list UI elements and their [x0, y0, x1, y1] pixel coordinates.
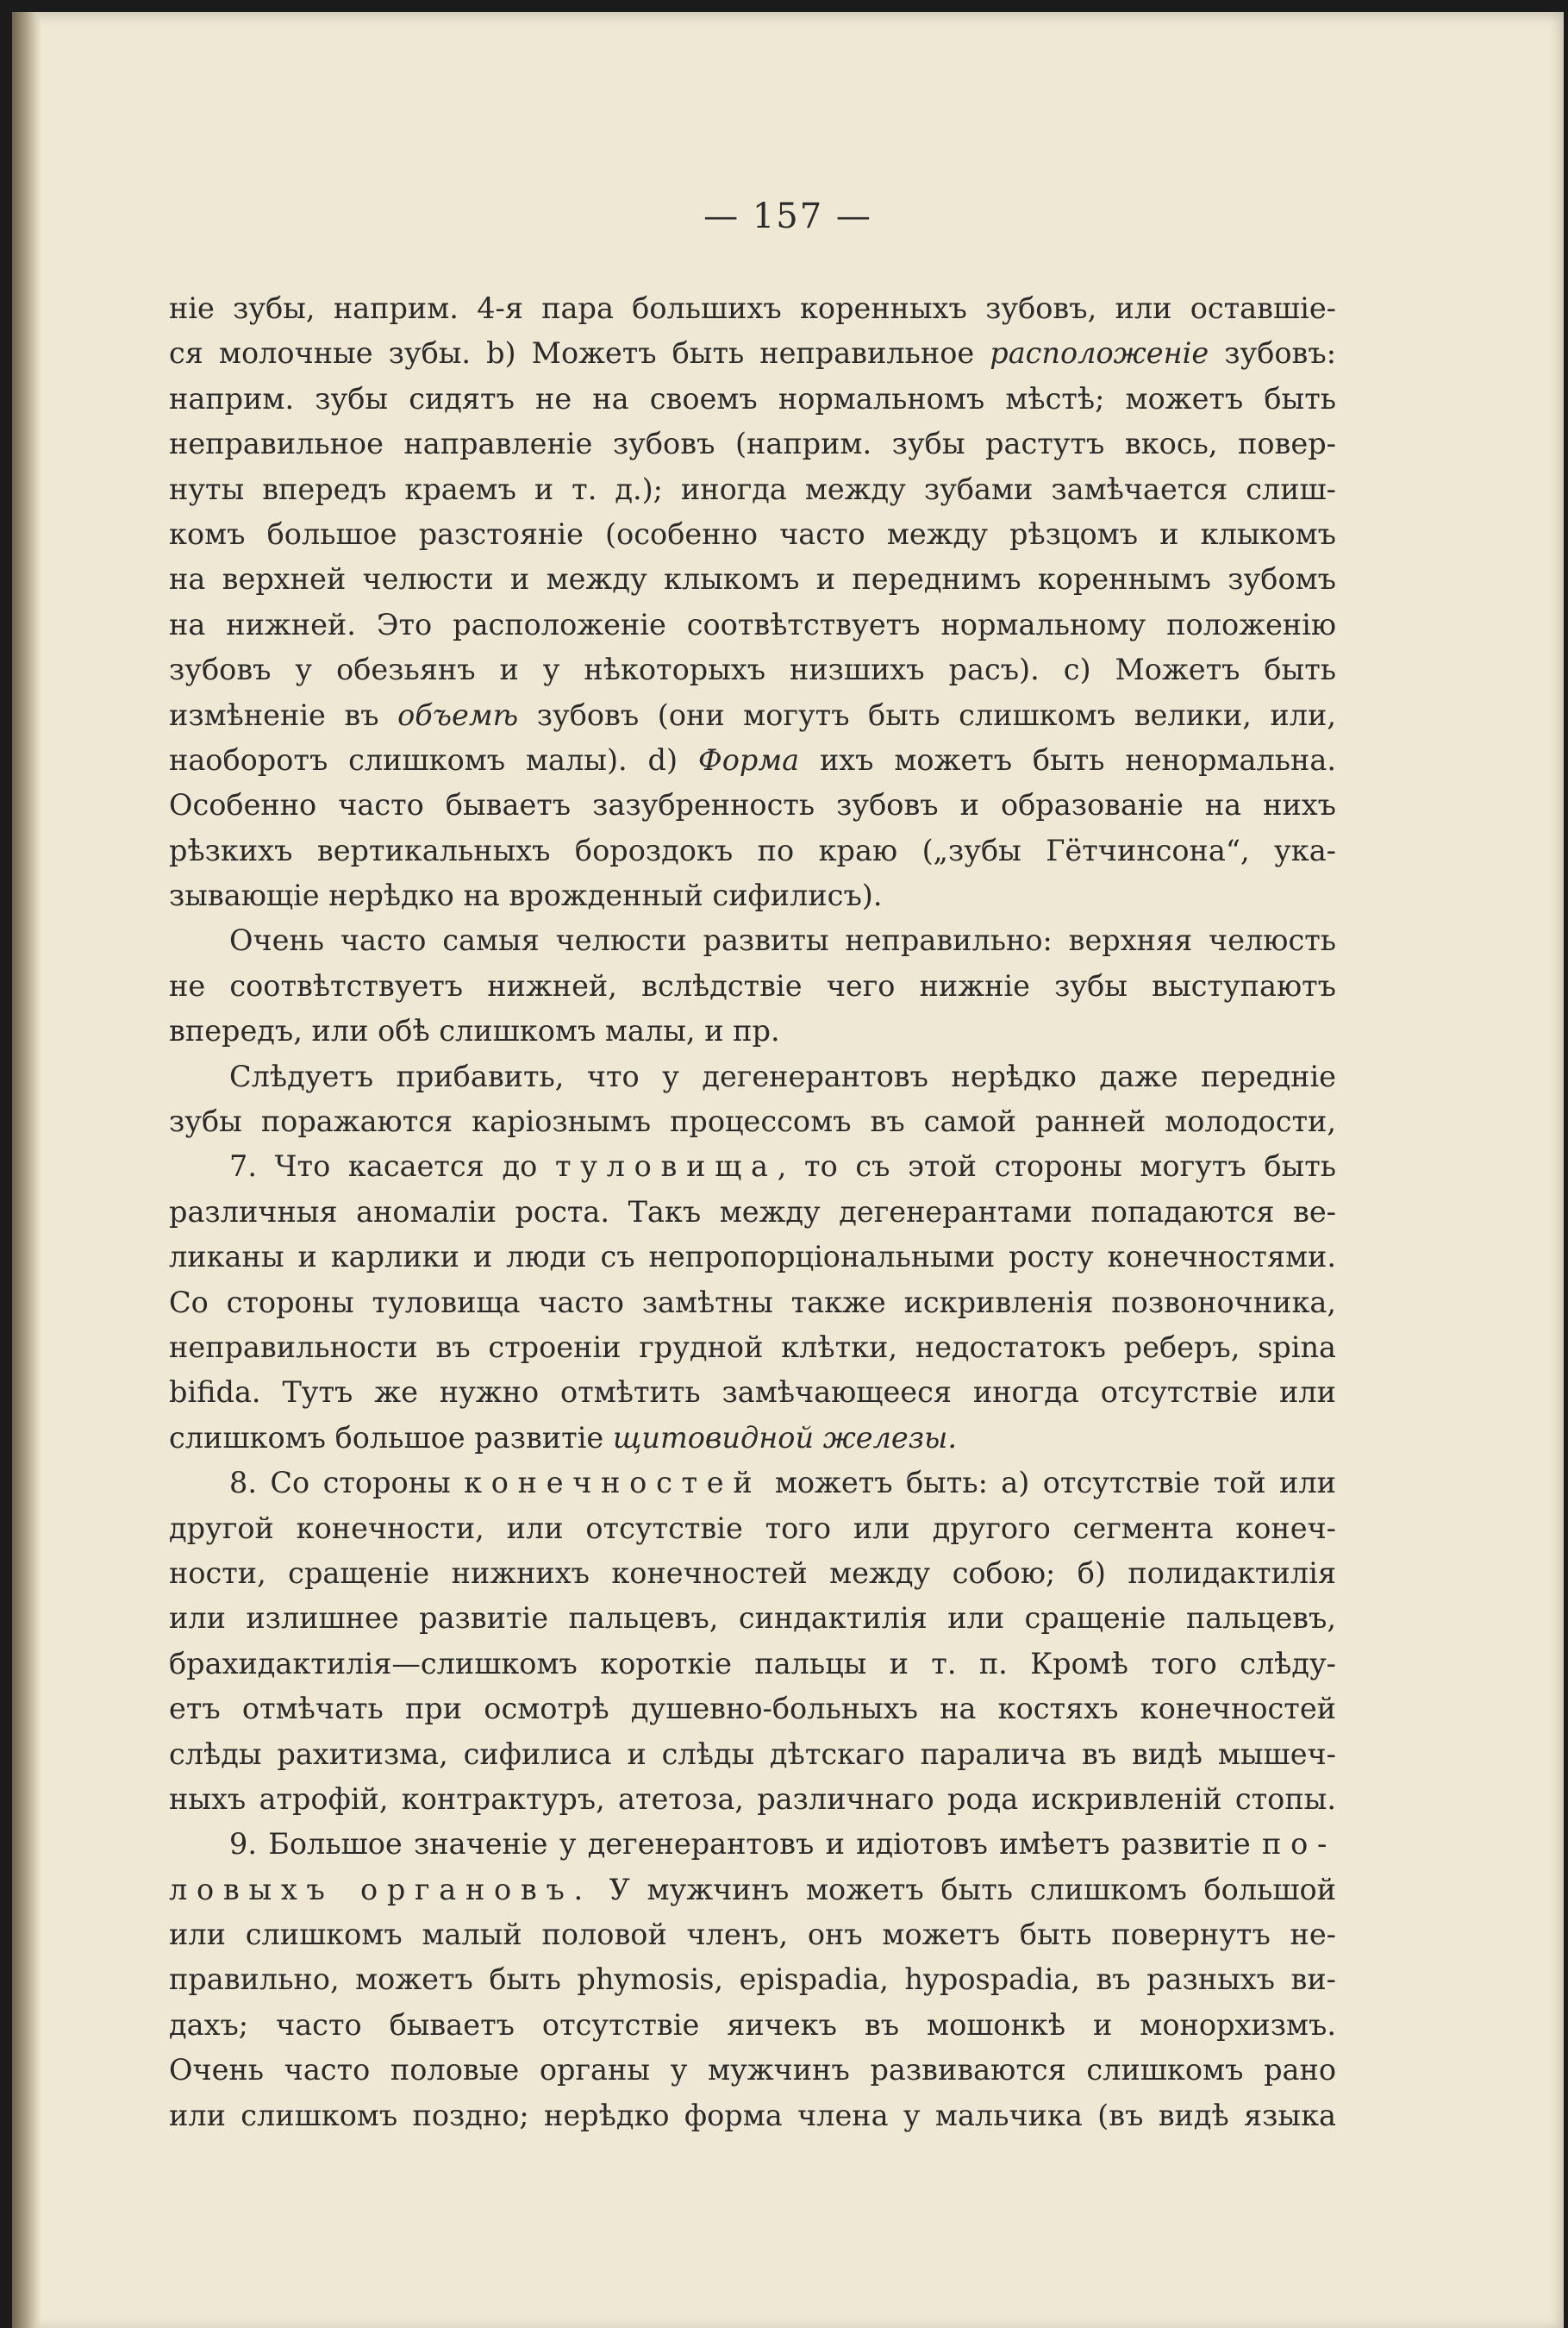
line-text: зубовъ у обезьянъ и у нѣкоторыхъ низшихъ расъ). c) Можетъ быть — [169, 653, 1336, 687]
line-text: Слѣдуетъ прибавить, что у дегенерантовъ нерѣдко даже передніе — [229, 1059, 1336, 1093]
text-line — [169, 1822, 1336, 1867]
text-line — [169, 557, 1336, 602]
italic-term: объемѣ — [397, 698, 519, 732]
line-text: комъ большое разстояніе (особенно часто между рѣзцомъ и клыкомъ — [169, 516, 1336, 551]
line-text: зубовъ: — [1209, 336, 1336, 371]
body-text — [169, 286, 1336, 2138]
line-text: дахъ; часто бываетъ отсутствіе яичекъ въ мошонкѣ и монорхизмъ. — [169, 2007, 1336, 2042]
line-text: или слишкомъ малый половой членъ, онъ можетъ быть повернутъ не- — [169, 1918, 1336, 1952]
line-text: или слишкомъ поздно; нерѣдко форма члена у мальчика (въ видѣ языка — [169, 2098, 1336, 2132]
line-text: рѣзкихъ вертикальныхъ бороздокъ по краю („зубы Гётчинсона“, ука- — [169, 833, 1336, 867]
text-line — [169, 1099, 1336, 1144]
text-line — [169, 1009, 1336, 1054]
text-line — [169, 1777, 1336, 1822]
line-text: Со стороны туловища часто замѣтны также искривленія позвоночника, — [169, 1285, 1336, 1319]
line-text: 7. Что касается до — [229, 1149, 555, 1184]
spaced-heading: по- — [1262, 1827, 1336, 1862]
line-text: зубы поражаются каріознымъ процессомъ въ самой ранней молодости, — [169, 1105, 1336, 1139]
text-line — [169, 1868, 1336, 1912]
page-number: — 157 — — [703, 197, 872, 236]
text-line — [169, 1461, 1336, 1505]
line-text: ихъ можетъ быть ненормальна. — [799, 742, 1336, 777]
text-line — [169, 738, 1336, 783]
spaced-heading: ловыхъ органовъ. — [169, 1872, 592, 1906]
italic-term: щитовидной железы. — [612, 1420, 957, 1455]
italic-term: Форма — [697, 742, 800, 777]
text-line — [169, 1732, 1336, 1777]
text-line — [169, 1280, 1336, 1325]
line-text: неправильное направленіе зубовъ (наприм. зубы растутъ вкось, повер- — [169, 427, 1336, 461]
line-text: можетъ быть: a) отсутствіе той или — [761, 1466, 1336, 1500]
line-text: ніе зубы, наприм. 4-я пара большихъ коренныхъ зубовъ, или оставшіе- — [169, 291, 1336, 325]
line-text: ликаны и карлики и люди съ непропорціональными росту конечностями. — [169, 1240, 1336, 1274]
text-line — [169, 1957, 1336, 2002]
text-line — [169, 1144, 1336, 1189]
spaced-heading: туловища — [554, 1149, 778, 1184]
text-line — [169, 1912, 1336, 1957]
text-line — [169, 2003, 1336, 2048]
page-spine-shadow — [12, 12, 41, 2328]
line-text: , то съ этой стороны могутъ быть — [777, 1149, 1336, 1184]
line-text: Особенно часто бываетъ зазубренность зубовъ и образованіе на нихъ — [169, 788, 1336, 823]
text-line — [169, 467, 1336, 512]
line-text: наприм. зубы сидятъ не на своемъ нормальномъ мѣстѣ; можетъ быть — [169, 381, 1336, 416]
text-line — [169, 1551, 1336, 1596]
text-line — [169, 648, 1336, 692]
line-text: различныя аномаліи роста. Такъ между дегенерантами попадаются ве- — [169, 1194, 1336, 1229]
line-text: У мужчинъ можетъ быть слишкомъ большой — [591, 1872, 1336, 1906]
spaced-heading: конечностей — [464, 1466, 762, 1500]
line-text: или излишнее развитіе пальцевъ, синдактилія или сращеніе пальцевъ, — [169, 1601, 1336, 1636]
text-line — [169, 1642, 1336, 1687]
line-text: ности, сращеніе нижнихъ конечностей между собою; б) полидактилія — [169, 1555, 1336, 1590]
line-text: 9. Большое значеніе у дегенерантовъ и идіотовъ имѣетъ развитіе — [229, 1827, 1263, 1862]
text-line — [169, 1596, 1336, 1641]
text-line — [169, 422, 1336, 466]
line-text: зубовъ (они могутъ быть слишкомъ велики, или, — [518, 698, 1336, 732]
line-text: нуты впередъ краемъ и т. д.); иногда между зубами замѣчается слиш- — [169, 472, 1336, 506]
text-line — [169, 964, 1336, 1009]
line-text: правильно, можетъ быть phymosis, epispadia, hypospadia, въ разныхъ ви- — [169, 1962, 1336, 1997]
text-line — [169, 829, 1336, 873]
line-text: етъ отмѣчать при осмотрѣ душевно-больныхъ на костяхъ конечностей — [169, 1692, 1336, 1726]
text-line — [169, 873, 1336, 918]
line-text: измѣненіе въ — [169, 698, 398, 732]
text-line — [169, 1190, 1336, 1235]
text-line — [169, 603, 1336, 648]
text-line — [169, 1325, 1336, 1370]
italic-term: расположеніе — [990, 336, 1209, 371]
line-text: ся молочные зубы. b) Можетъ быть неправильное — [169, 336, 990, 371]
line-text: впередъ, или обѣ слишкомъ малы, и пр. — [169, 1014, 780, 1048]
line-text: на нижней. Это расположеніе соотвѣтствуетъ нормальному положенію — [169, 607, 1336, 641]
line-text: bifida. Тутъ же нужно отмѣтить замѣчающееся иногда отсутствіе или — [169, 1375, 1336, 1410]
line-text: другой конечности, или отсутствіе того или другого сегмента конеч- — [169, 1511, 1336, 1545]
text-line — [169, 783, 1336, 828]
text-line — [169, 918, 1336, 963]
book-page — [12, 12, 1564, 2328]
line-text: ныхъ атрофій, контрактуръ, атетоза, различнаго рода искривленій стопы. — [169, 1781, 1336, 1816]
text-line — [169, 1235, 1336, 1280]
text-line — [169, 2093, 1336, 2138]
line-text: брахидактилія—слишкомъ короткіе пальцы и т. п. Кромѣ того слѣду- — [169, 1646, 1336, 1680]
line-text: не соотвѣтствуетъ нижней, вслѣдствіе чего нижніе зубы выступаютъ — [169, 968, 1336, 1003]
line-text: 8. Со стороны — [229, 1466, 465, 1500]
line-text: зывающіе нерѣдко на врожденный сифилисъ). — [169, 879, 883, 913]
line-text: неправильности въ строеніи грудной клѣтки, недостатокъ реберъ, spina — [169, 1330, 1336, 1364]
text-line — [169, 286, 1336, 331]
text-line — [169, 1416, 1336, 1461]
line-text: слѣды рахитизма, сифилиса и слѣды дѣтскаго паралича въ видѣ мышеч- — [169, 1737, 1336, 1771]
line-text: наоборотъ слишкомъ малы). d) — [169, 742, 698, 777]
line-text: Очень часто самыя челюсти развиты неправильно: верхняя челюсть — [229, 923, 1336, 958]
text-line — [169, 512, 1336, 557]
text-line — [169, 331, 1336, 376]
text-line — [169, 1687, 1336, 1731]
text-line — [169, 1054, 1336, 1099]
line-text: на верхней челюсти и между клыкомъ и переднимъ кореннымъ зубомъ — [169, 562, 1336, 597]
text-line — [169, 1370, 1336, 1415]
line-text: слишкомъ большое развитіе — [169, 1420, 613, 1455]
line-text: Очень часто половые органы у мужчинъ развиваются слишкомъ рано — [169, 2053, 1336, 2087]
text-line — [169, 693, 1336, 738]
text-line — [169, 1506, 1336, 1551]
text-line — [169, 2048, 1336, 2093]
text-line — [169, 377, 1336, 422]
